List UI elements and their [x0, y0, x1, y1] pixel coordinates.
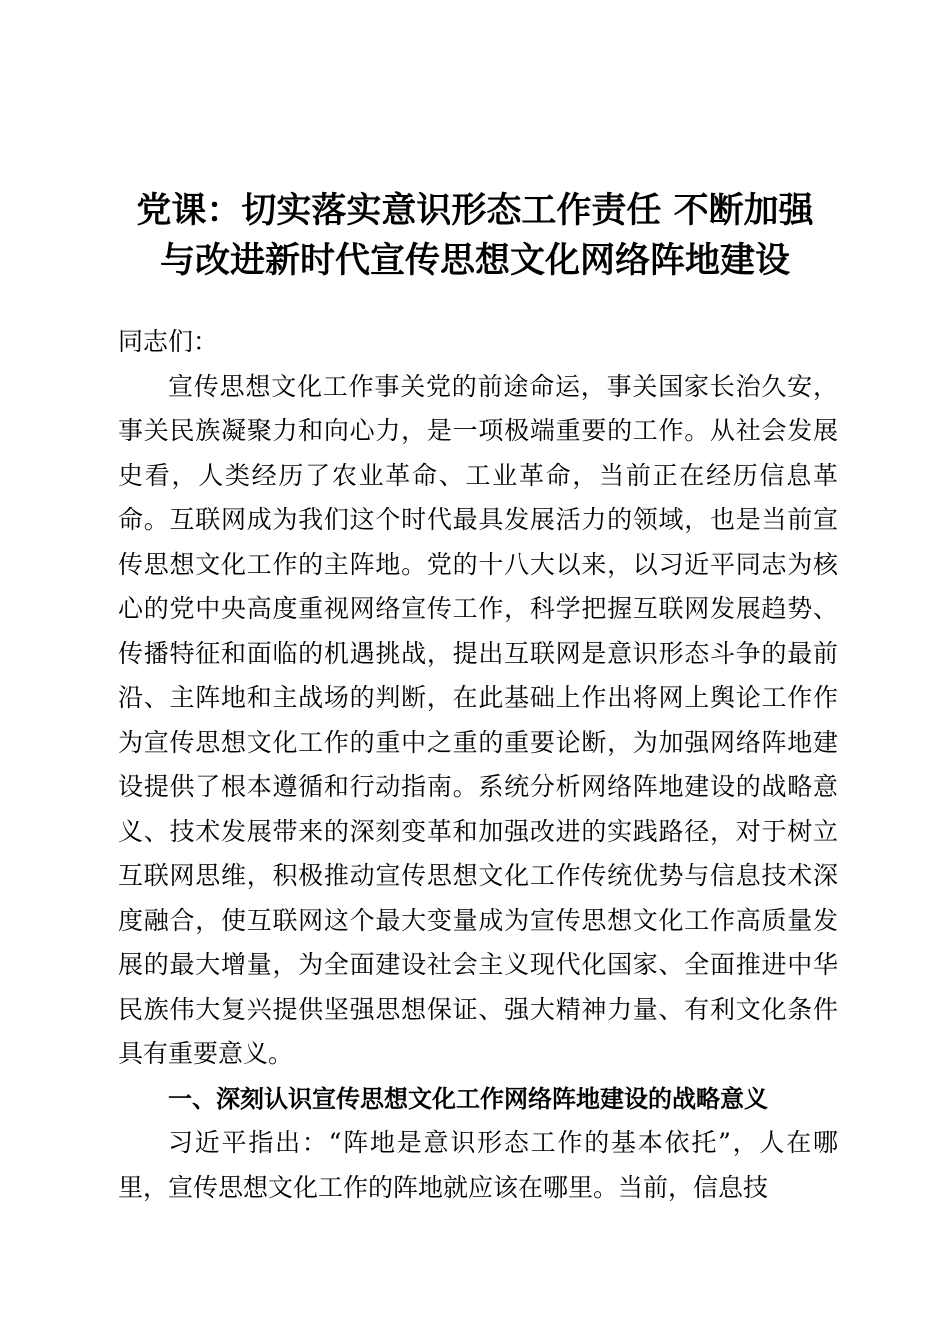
section-heading-1: 一、深刻认识宣传思想文化工作网络阵地建设的战略意义 [168, 1084, 768, 1113]
paragraph-intro: 宣传思想文化工作事关党的前途命运，事关国家长治久安，事关民族凝聚力和向心力，是一项极端重要的工作。从社会发展史看，人类经历了农业革命、工业革命，当前正在经历信息革命。互联网成为我们这个时代最具发展活力的领域，也是当前宣传思想文化工作的主阵地。党的十八大以来，以习近平同志为核心的党中央高度重视网络宣传工作，科学把握互联网发展趋势、传播特征和面临的机遇挑战，提出互联网是意识形态斗争的最前沿、主阵地和主战场的判断，在此基础上作出将网上舆论工作作为宣传思想文化工作的重中之重的重要论断，为加强网络阵地建设提供了根本遵循和行动指南。系统分析网络阵地建设的战略意义、技术发展带来的深刻变革和加强改进的实践路径，对于树立互联网思维，积极推动宣传思想文化工作传统优势与信息技术深度融合，使互联网这个最大变量成为宣传思想文化工作高质量发展的最大增量，为全面建设社会主义现代化国家、全面推进中华民族伟大复兴提供坚强思想保证、强大精神力量、有利文化条件具有重要意义。 [118, 371, 838, 1068]
title-line-2: 与改进新时代宣传思想文化网络阵地建设 [159, 241, 790, 281]
paragraph-section-1: 习近平指出：“阵地是意识形态工作的基本依托”，人在哪里，宣传思想文化工作的阵地就应该在哪里。当前，信息技 [118, 1128, 838, 1202]
title-line-1: 党课：切实落实意识形态工作责任 不断加强 [136, 191, 814, 231]
document-title [100, 186, 850, 286]
document-body [118, 320, 838, 1210]
salutation: 同志们： [118, 327, 219, 356]
